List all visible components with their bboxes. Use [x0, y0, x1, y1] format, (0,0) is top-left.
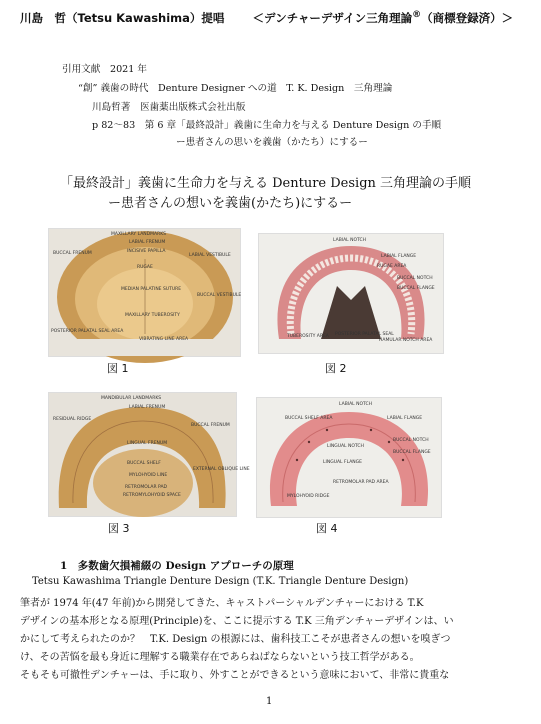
reference-line-2: “創” 義歯の時代 Denture Designer への道 T. K. Design 三角理論 — [78, 83, 393, 94]
page-number: 1 — [266, 696, 273, 707]
section-title: 「最終設計」義歯に生命力を与える Denture Design 三角理論の手順 — [60, 176, 472, 191]
body-line-5: け、その苦悩を最も身近に理解する職業存在であらねばならないという技工哲学がある。 — [20, 652, 420, 663]
fig2-label-7: HAMULAR NOTCH AREA — [379, 338, 433, 343]
header-title-tail: （商標登録済）＞ — [421, 11, 514, 25]
fig1-label-11: VIBRATING LINE AREA — [139, 337, 189, 342]
fig4-label-2: LABIAL FLANGE — [387, 416, 423, 421]
page-header — [20, 10, 513, 26]
fig3-label-3: RESIDUAL RIDGE — [53, 417, 92, 422]
fig4-label-3: BUCCAL SHELF AREA — [285, 416, 333, 421]
fig1-label-4: INCISIVE PAPILLA — [127, 249, 166, 254]
fig1-label-2: LABIAL FRENUM — [129, 240, 166, 245]
figure-3-mandibular-cast — [48, 392, 250, 517]
fig2-label-6: POSTERIOR PALATAL SEAL — [335, 332, 394, 337]
fig4-label-5: BUCCAL NOTCH — [393, 438, 429, 443]
fig4-label-6: BUCCAL FLANGE — [393, 450, 431, 455]
figure-1-maxillary-cast — [48, 228, 241, 357]
fig2-label-1: LABIAL NOTCH — [333, 238, 367, 243]
fig3-label-2: LABIAL FRENUM — [129, 405, 166, 410]
fig1-label-9: MAXILLARY TUBEROSITY — [125, 313, 180, 318]
header-title: ＜デンチャーデザイン三角理論 — [252, 11, 413, 25]
fig3-label-7: MYLOHYOID LINE — [129, 473, 168, 478]
body-line-6: そもそも可撤性デンチャーは、手に取り、外すことができるという意味において、非常に貴重な — [20, 670, 450, 681]
fig3-label-1: MANDIBULAR LANDMARKS — [101, 396, 162, 401]
fig1-label-6: RUGAE — [137, 265, 153, 270]
header-author: 川島 哲（Tetsu Kawashima）提唱 — [20, 11, 225, 25]
fig1-label-1: MAXILLARY LANDMARKS — [111, 232, 166, 237]
fig4-label-4: LINGUAL NOTCH — [327, 444, 364, 449]
fig3-label-10: RETROMYLOHYOID SPACE — [123, 493, 181, 498]
fig3-label-4: BUCCAL FRENUM — [191, 423, 230, 428]
fig3-label-6: BUCCAL SHELF — [127, 461, 161, 466]
reference-line-1: 引用文献 2021 年 — [62, 64, 148, 75]
fig4-label-8: RETROMOLAR PAD AREA — [333, 480, 389, 485]
fig1-label-5: LABIAL VESTIBULE — [189, 253, 231, 258]
figure-1-caption: 図 1 — [107, 362, 129, 375]
body-line-2: 筆者が 1974 年(47 年前)から開発してきた、キャストパーシャルデンチャーにおける T.K — [20, 598, 424, 609]
fig2-label-5: BUCCAL FLANGE — [397, 286, 435, 291]
fig1-label-10: POSTERIOR PALATAL SEAL AREA — [51, 329, 124, 334]
fig3-label-9: RETROMOLAR PAD — [125, 485, 168, 490]
registered-mark: ® — [412, 10, 422, 21]
fig4-label-7: LINGUAL FLANGE — [323, 460, 362, 465]
fig2-label-3: RUGAE AREA — [377, 264, 407, 269]
figure-4-mandibular-denture — [256, 397, 442, 518]
body-line-4: かにして考えられたのか？ T.K. Design の根源には、歯科技工こそが患者さんの想いを嗅ぎつ — [20, 634, 451, 645]
fig3-label-8: EXTERNAL OBLIQUE LINE — [193, 467, 250, 472]
figure-2-caption: 図 2 — [325, 362, 347, 375]
fig1-label-7: MEDIAN PALATINE SUTURE — [121, 287, 182, 292]
fig2-label-2: LABIAL FLANGE — [381, 254, 417, 259]
fig2-label-4: BUCCAL NOTCH — [397, 276, 433, 281]
body-line-3: デザインの基本形となる原理(Principle)を、ここに提示する T.K 三角デンチャーデザインは、い — [20, 616, 454, 627]
reference-line-5: ー患者さんの思いを義歯（かたち）にするー — [176, 137, 368, 148]
figure-3-caption: 図 3 — [108, 522, 130, 535]
fig1-label-8: BUCCAL VESTIBULE — [197, 293, 242, 298]
body-heading: 1 多数歯欠損補綴の Design アプローチの原理 — [60, 560, 294, 572]
section-subtitle: ー患者さんの想いを義歯(かたち)にするー — [108, 196, 353, 211]
fig4-label-1: LABIAL NOTCH — [339, 402, 373, 407]
figure-4-caption: 図 4 — [316, 522, 338, 535]
body-line-1: Tetsu Kawashima Triangle Denture Design (T.K. Triangle Denture Design) — [32, 576, 409, 587]
fig2-label-8: TUBEROSITY AREA — [287, 334, 329, 339]
fig4-label-9: MYLOHYOID RIDGE — [287, 494, 330, 499]
reference-line-4: p 82～83 第 6 章「最終設計」義歯に生命力を与える Denture Design の手順 — [92, 120, 442, 131]
fig1-label-3: BUCCAL FRENUM — [53, 251, 92, 256]
figure-2-maxillary-denture — [258, 233, 444, 354]
reference-line-3: 川島哲著 医歯薬出版株式会社出版 — [92, 102, 246, 113]
fig3-label-5: LINGUAL FRENUM — [127, 441, 168, 446]
